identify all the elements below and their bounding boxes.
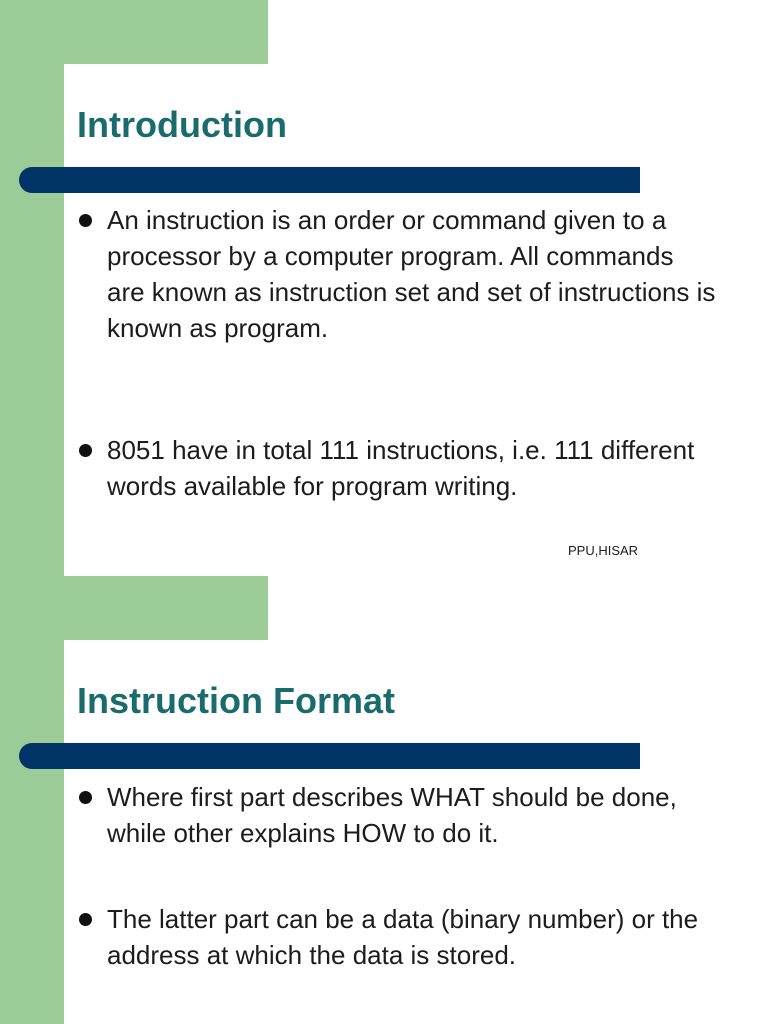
bullet-item: 8051 have in total 111 instructions, i.e. 111 different words available for program writing. <box>77 432 717 504</box>
bullet-list <box>77 779 717 973</box>
green-side-strip <box>0 576 64 1024</box>
bullet-item: An instruction is an order or command given to a processor by a computer program. All commands are known as instruction set and set of instructions is known as program. <box>77 202 717 346</box>
slide-instruction-format <box>0 576 768 1024</box>
bullet-item: The latter part can be a data (binary number) or the address at which the data is stored. <box>77 901 717 973</box>
title-underline-bar <box>19 743 640 769</box>
bullet-list <box>77 202 717 504</box>
slide-title: Introduction <box>77 104 287 145</box>
bullet-item: Where first part describes WHAT should be done, while other explains HOW to do it. <box>77 779 717 851</box>
green-side-strip <box>0 0 64 576</box>
green-top-block <box>0 576 268 640</box>
green-top-block <box>0 0 268 64</box>
slide-title: Instruction Format <box>77 680 396 721</box>
title-underline-bar <box>19 167 640 193</box>
slide-footer: PPU,HISAR <box>568 543 639 558</box>
